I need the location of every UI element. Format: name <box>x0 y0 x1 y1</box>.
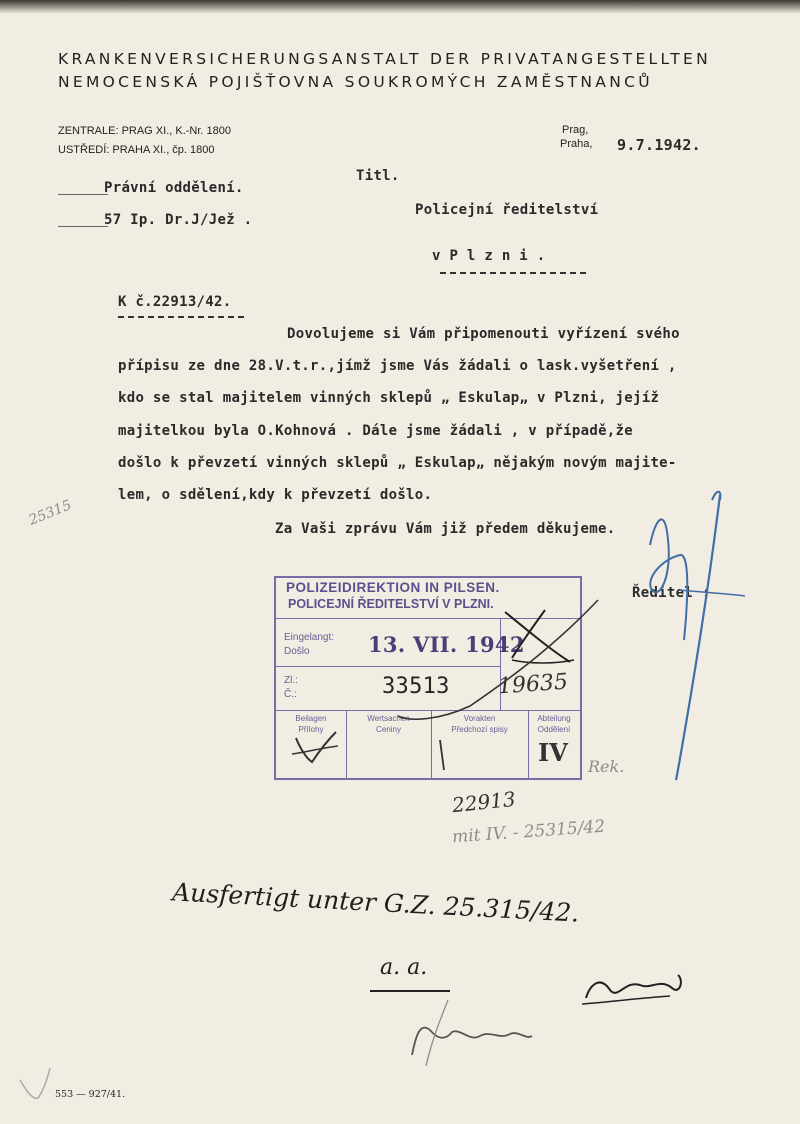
col-previous-files-de: Vorakten <box>463 714 496 723</box>
letterhead-german: KRANKENVERSICHERUNGSANSTALT DER PRIVATANGESTELLTEN <box>58 50 712 68</box>
col-attachments-cz: Přílohy <box>298 725 324 734</box>
pencil-note: mit IV. - 25315/42 <box>451 816 606 848</box>
salutation: Titl. <box>356 168 400 184</box>
letter-date: 9.7.1942. <box>617 136 701 154</box>
col-division-cz: Oddělení <box>537 725 571 734</box>
ausfertigt-note: Ausfertigt unter G.Z. 25.315/42. <box>171 877 580 928</box>
closing-line: Za Vaši zprávu Vám již předem děkujeme. <box>275 521 616 537</box>
recipient-city: v P l z n i . <box>432 248 546 264</box>
form-number: 553 — 927/41. <box>55 1089 126 1100</box>
place-german: Prag, <box>562 124 589 136</box>
col-attachments-de: Beilagen <box>295 714 327 723</box>
division-mark: IV <box>538 738 568 767</box>
zentrale-address: ZENTRALE: PRAG XI., K.-Nr. 1800 <box>58 125 231 137</box>
body-line-6: lem, o sdělení,kdy k převzetí došlo. <box>118 487 433 503</box>
body-line-2: přípisu ze dne 28.V.t.r.,jímž jsme Vás žádali o lask.vyšetření , <box>118 358 677 374</box>
number-label-a: Zl.: <box>284 675 298 686</box>
body-line-3: kdo se stal majitelem vinných sklepů „ Eskulap„ v Plzni, jejíž <box>118 390 660 406</box>
place-czech: Praha, <box>560 138 593 150</box>
director-signature <box>650 519 687 640</box>
department: Právní oddělení. <box>104 180 244 196</box>
blue-stroke <box>676 495 720 780</box>
handwritten-number: 19635 <box>497 669 569 700</box>
col-previous-files-cz: Předchozí spisy <box>451 725 508 734</box>
body-line-5: došlo k převzetí vinných sklepů „ Eskulap„ nějakým novým majite- <box>118 455 677 471</box>
recipient-name: Policejní ředitelství <box>415 202 599 218</box>
signature-title: Ředitel : <box>632 585 711 601</box>
received-label-german: Eingelangt: <box>284 632 335 643</box>
body-line-4: majitelkou byla O.Kohnová . Dále jsme žádali , v případě,že <box>118 423 633 439</box>
subject-reference: K č.22913/42. <box>118 294 232 310</box>
ustredi-address: USTŘEDÍ: PRAHA XI., čp. 1800 <box>58 144 215 156</box>
letterhead-czech: NEMOCENSKÁ POJIŠŤOVNA SOUKROMÝCH ZAMĚSTNANCŮ <box>58 73 653 91</box>
received-label-czech: Došlo <box>284 646 310 657</box>
pencil-mark <box>20 1068 50 1098</box>
margin-note: 25315 <box>26 497 74 529</box>
stamp-title-german: POLIZEIDIREKTION IN PILSEN. <box>286 580 500 595</box>
reference: 57 Ip. Dr.J/Jež . <box>104 212 253 228</box>
bottom-signature-right <box>586 975 681 998</box>
received-date: 13. VII. 1942 <box>368 632 525 657</box>
col-valuables-de: Wertsachen <box>367 714 410 723</box>
body-line-1: Dovolujeme si Vám připomenouti vyřízení svého <box>287 326 680 342</box>
reference-number-handwritten: 22913 <box>450 786 517 818</box>
stamp-title-czech: POLICEJNÍ ŘEDITELSTVÍ V PLZNI. <box>288 597 494 611</box>
initials: a. a. <box>380 955 428 980</box>
col-division-de: Abteilung <box>537 714 571 723</box>
col-valuables-cz: Ceniny <box>376 725 401 734</box>
rek-note: Rek. <box>588 757 625 776</box>
registry-number: 33513 <box>382 674 450 699</box>
number-label-b: Č.: <box>284 689 297 700</box>
